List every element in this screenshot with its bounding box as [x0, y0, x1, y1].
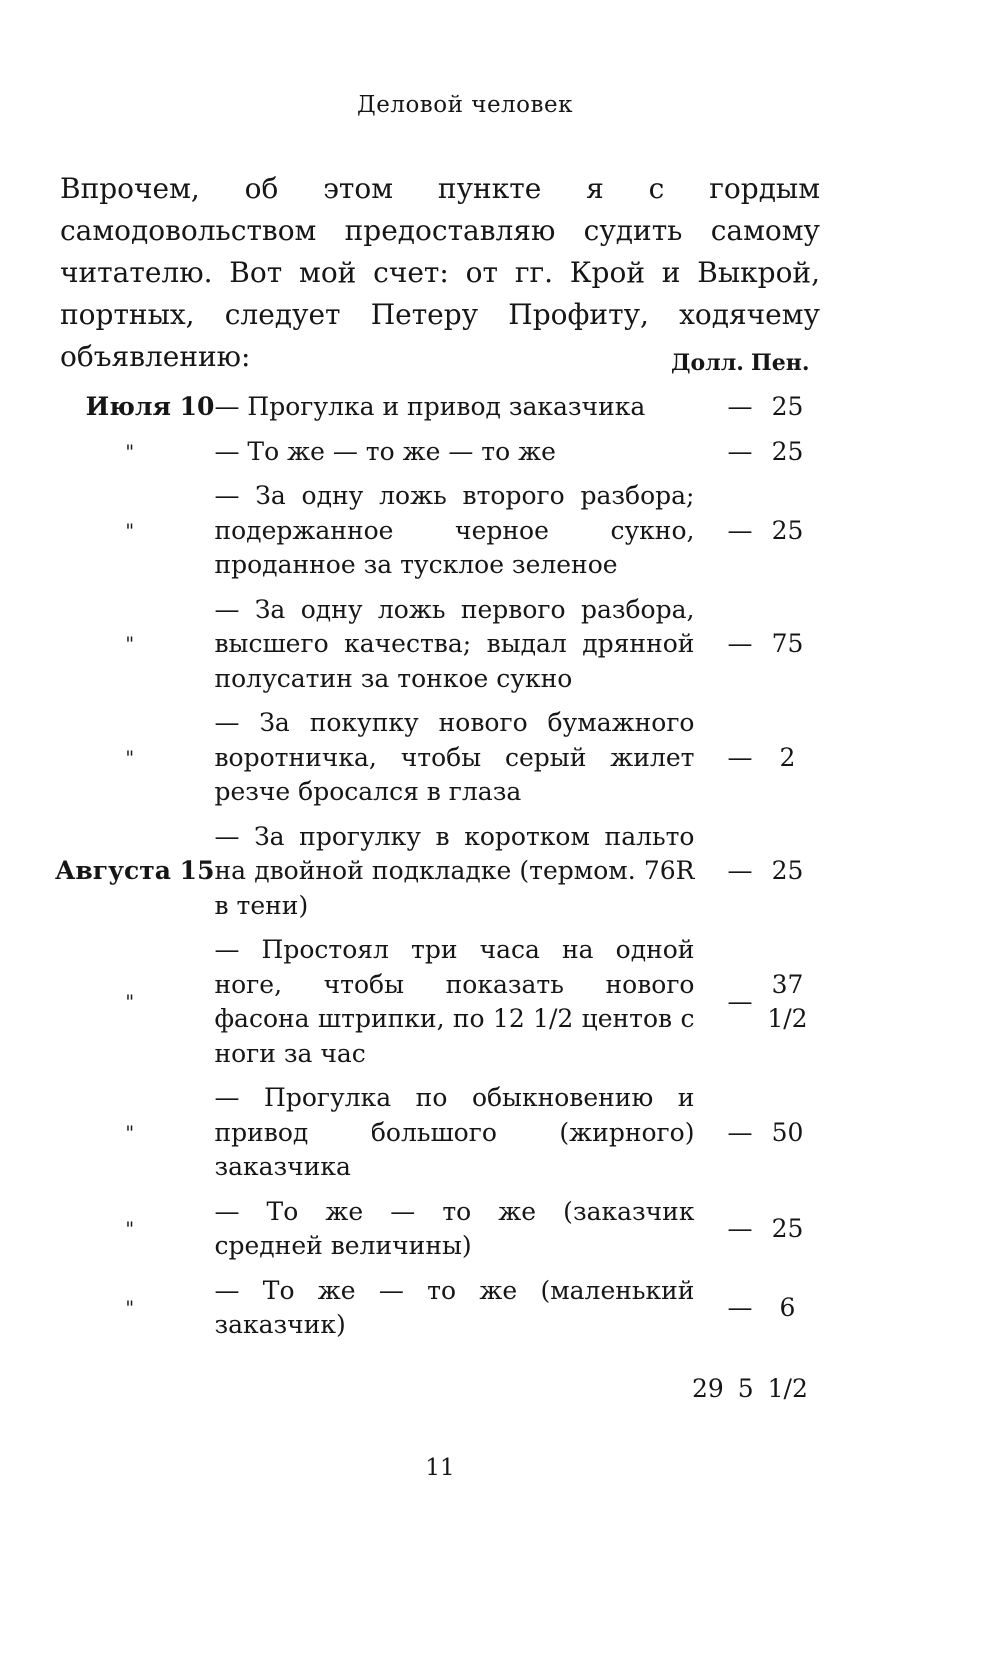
row-dollars: —	[727, 629, 753, 658]
page-number: 11	[425, 1455, 455, 1481]
table-row	[55, 435, 822, 470]
row-dollars: —	[727, 515, 753, 545]
row-date: "	[125, 440, 135, 463]
table-row	[55, 820, 822, 924]
row-dollars: —	[727, 392, 753, 421]
row-description: — За одну ложь первого разбора, высшего качества; выдал дрянной полусатин за тонкое сукно	[214, 594, 695, 693]
row-date: "	[125, 519, 135, 542]
row-pence: 37 1/2	[767, 969, 808, 1033]
row-description: — За одну ложь второго разбора; подержанное черное сукно, проданное за тусклое зеленое	[214, 481, 695, 579]
row-date: "	[125, 990, 135, 1013]
table-row	[55, 933, 822, 1071]
row-dollars: —	[727, 986, 753, 1016]
row-pence: 2	[779, 742, 796, 772]
row-pence: 50	[771, 1117, 804, 1147]
bill-total	[692, 1374, 808, 1403]
row-date: Августа 15	[55, 856, 215, 885]
row-date: Июля 10	[85, 392, 215, 421]
row-date: "	[125, 746, 135, 769]
row-description: — То же — то же (заказчик средней величины)	[214, 1196, 695, 1260]
dollars-column-header: Долл.	[671, 350, 744, 376]
row-pence: 25	[771, 392, 804, 421]
running-head: Деловой человек	[357, 92, 573, 118]
row-dollars: —	[727, 1213, 753, 1243]
row-description: — Прогулка по обыкновению и привод большого (жирного) заказчика	[214, 1083, 695, 1181]
pence-column-header: Пен.	[751, 350, 810, 376]
row-date: "	[125, 1296, 135, 1319]
table-row	[55, 1195, 822, 1264]
row-pence: 25	[771, 1213, 804, 1243]
row-description: — За прогулку в коротком пальто на двойной подкладке (термом. 76R в тени)	[214, 821, 695, 920]
total-dollars: 29	[692, 1374, 724, 1403]
row-dollars: —	[727, 1292, 753, 1322]
row-pence: 25	[771, 856, 804, 885]
row-date: "	[125, 1217, 135, 1240]
intro-paragraph: Впрочем, об этом пункте я с гордым самодовольством предоставляю судить самому читателю. Вот мой счет: от гг. Крой и Выкрой, портных, следует Петеру Профиту, ходячему объявлению:	[60, 172, 820, 373]
row-pence: 25	[771, 436, 804, 466]
row-pence: 25	[771, 515, 804, 545]
row-date: "	[125, 633, 135, 655]
row-description: — То же — то же (маленький заказчик)	[214, 1275, 695, 1339]
row-description: — То же — то же — то же	[214, 436, 556, 466]
table-row	[55, 1274, 822, 1343]
row-description: — Простоял три часа на одной ноге, чтобы показать нового фасона штрипки, по 12 1/2 центов с ноги за час	[214, 935, 695, 1068]
row-description: — Прогулка и привод заказчика	[214, 392, 646, 421]
table-row	[55, 593, 822, 697]
row-dollars: —	[727, 856, 753, 885]
row-description: — За покупку нового бумажного воротничка, чтобы серый жилет резче бросался в глаза	[214, 708, 695, 806]
bill-table	[55, 390, 822, 1343]
table-row	[55, 1081, 822, 1185]
table-row	[55, 390, 822, 425]
table-row	[55, 706, 822, 810]
row-dollars: —	[727, 436, 753, 466]
row-dollars: —	[727, 742, 753, 772]
row-pence: 6	[779, 1292, 796, 1322]
row-date: "	[125, 1121, 135, 1144]
row-pence: 75	[771, 629, 804, 658]
total-pence: 5 1/2	[737, 1374, 808, 1403]
table-row	[55, 479, 822, 583]
row-dollars: —	[727, 1117, 753, 1147]
